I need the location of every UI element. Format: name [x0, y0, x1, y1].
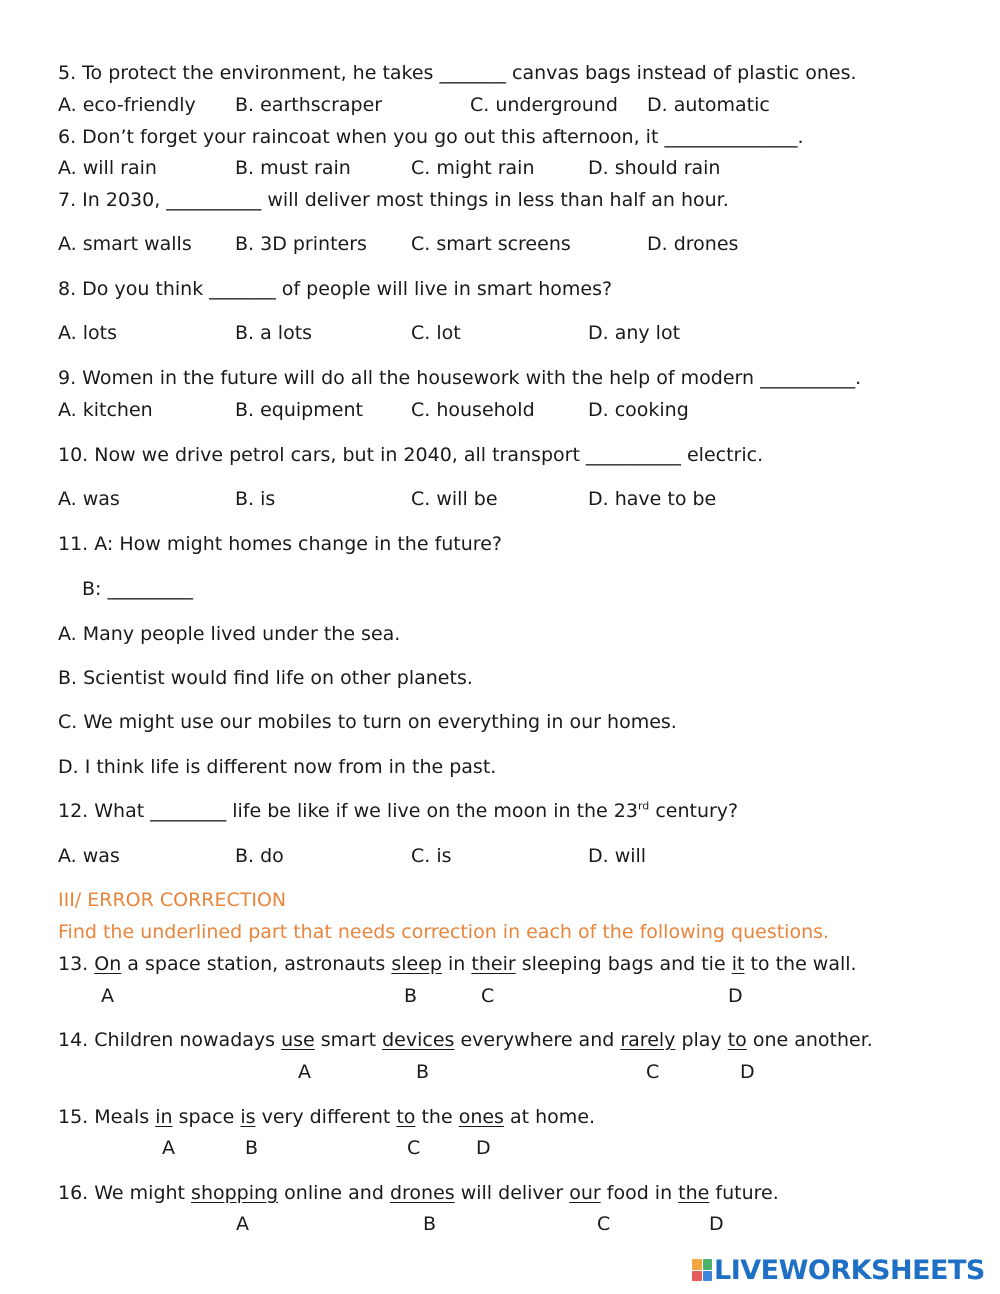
error-question-15	[58, 1105, 595, 1129]
q12-option-b[interactable]: B. do	[235, 845, 284, 867]
q13-part-b[interactable]: sleep	[391, 953, 442, 975]
q14-text: smart	[314, 1029, 383, 1051]
q16-text: 16. We might	[58, 1182, 192, 1204]
q6-option-a[interactable]: A. will rain	[58, 157, 157, 179]
q12-option-a[interactable]: A. was	[58, 845, 120, 867]
q15-text: very different	[255, 1106, 397, 1128]
q16-label-b: B	[423, 1213, 437, 1235]
q15-part-d[interactable]: ones	[458, 1106, 504, 1128]
q12-superscript: rd	[637, 799, 650, 813]
q15-part-a[interactable]: in	[155, 1106, 173, 1128]
q13-label-d: D	[728, 985, 743, 1007]
logo-text: LIVEWORKSHEETS	[714, 1254, 985, 1286]
question-6-stem: 6. Don’t forget your raincoat when you go out this afternoon, it ______________.	[58, 126, 804, 148]
q5-option-d[interactable]: D. automatic	[647, 94, 770, 116]
q10-option-b[interactable]: B. is	[235, 488, 276, 510]
q14-part-d[interactable]: to	[727, 1029, 747, 1051]
q16-label-d: D	[709, 1213, 724, 1235]
q9-option-c[interactable]: C. household	[411, 399, 535, 421]
error-question-16	[58, 1181, 779, 1205]
q14-label-d: D	[740, 1061, 755, 1083]
q14-part-a[interactable]: use	[281, 1029, 315, 1051]
q11-option-a[interactable]: A. Many people lived under the sea.	[58, 623, 401, 645]
q13-part-d[interactable]: it	[731, 953, 745, 975]
q15-text: the	[415, 1106, 459, 1128]
section-title: III/ ERROR CORRECTION	[58, 889, 287, 911]
q16-part-a[interactable]: shopping	[191, 1182, 279, 1204]
q11-option-d[interactable]: D. I think life is different now from in the past.	[58, 756, 497, 778]
q13-part-c[interactable]: their	[471, 953, 516, 975]
question-8-stem: 8. Do you think _______ of people will live in smart homes?	[58, 278, 613, 300]
q13-label-b: B	[404, 985, 418, 1007]
section-instruction: Find the underlined part that needs correction in each of the following questions.	[58, 921, 830, 943]
question-9-stem: 9. Women in the future will do all the housework with the help of modern __________.	[58, 367, 862, 389]
q13-text: sleeping bags and tie	[515, 953, 732, 975]
q11-option-b[interactable]: B. Scientist would find life on other planets.	[58, 667, 473, 689]
q8-option-b[interactable]: B. a lots	[235, 322, 313, 344]
q16-label-c: C	[597, 1213, 611, 1235]
q14-text: one another.	[746, 1029, 873, 1051]
q7-option-c[interactable]: C. smart screens	[411, 233, 571, 255]
q8-option-d[interactable]: D. any lot	[588, 322, 681, 344]
q14-text: everywhere and	[454, 1029, 621, 1051]
q16-text: will deliver	[454, 1182, 570, 1204]
q6-option-d[interactable]: D. should rain	[588, 157, 721, 179]
error-question-14	[58, 1028, 873, 1052]
q11-option-c[interactable]: C. We might use our mobiles to turn on everything in our homes.	[58, 711, 677, 733]
q9-option-b[interactable]: B. equipment	[235, 399, 363, 421]
q14-label-c: C	[646, 1061, 660, 1083]
q14-text: play	[675, 1029, 728, 1051]
q16-text: future.	[709, 1182, 779, 1204]
q9-option-d[interactable]: D. cooking	[588, 399, 689, 421]
q16-part-d[interactable]: the	[678, 1182, 710, 1204]
q13-text: in	[441, 953, 472, 975]
q12-stem-text: 12. What ________ life be like if we live on the moon in the 23	[58, 800, 638, 822]
q6-option-b[interactable]: B. must rain	[235, 157, 351, 179]
q9-option-a[interactable]: A. kitchen	[58, 399, 153, 421]
question-10-stem: 10. Now we drive petrol cars, but in 2040, all transport __________ electric.	[58, 444, 764, 466]
q15-label-d: D	[476, 1137, 491, 1159]
q15-part-c[interactable]: to	[396, 1106, 416, 1128]
q10-option-a[interactable]: A. was	[58, 488, 120, 510]
q8-option-c[interactable]: C. lot	[411, 322, 461, 344]
q5-option-c[interactable]: C. underground	[470, 94, 618, 116]
q16-part-c[interactable]: our	[569, 1182, 601, 1204]
q10-option-d[interactable]: D. have to be	[588, 488, 717, 510]
error-question-13	[58, 952, 857, 976]
question-11-stem: 11. A: How might homes change in the future?	[58, 533, 502, 555]
q12-stem-end: century?	[649, 800, 739, 822]
q15-label-a: A	[162, 1137, 175, 1159]
q10-option-c[interactable]: C. will be	[411, 488, 498, 510]
question-12-stem	[58, 799, 738, 823]
q13-text: to the wall.	[744, 953, 857, 975]
q15-text: 15. Meals	[58, 1106, 156, 1128]
q5-option-b[interactable]: B. earthscraper	[235, 94, 383, 116]
liveworksheets-logo[interactable]	[692, 1256, 985, 1284]
q8-option-a[interactable]: A. lots	[58, 322, 117, 344]
question-7-stem: 7. In 2030, __________ will deliver most things in less than half an hour.	[58, 189, 729, 211]
q6-option-c[interactable]: C. might rain	[411, 157, 535, 179]
question-11-b-line: B: _________	[82, 578, 193, 600]
q7-option-a[interactable]: A. smart walls	[58, 233, 192, 255]
q15-label-b: B	[245, 1137, 259, 1159]
q13-label-a: A	[101, 985, 114, 1007]
q16-part-b[interactable]: drones	[389, 1182, 455, 1204]
q16-label-a: A	[236, 1213, 249, 1235]
q14-label-a: A	[298, 1061, 311, 1083]
q7-option-b[interactable]: B. 3D printers	[235, 233, 367, 255]
q12-option-c[interactable]: C. is	[411, 845, 452, 867]
q13-part-a[interactable]: On	[94, 953, 122, 975]
q16-text: food in	[600, 1182, 679, 1204]
q14-label-b: B	[416, 1061, 430, 1083]
q15-label-c: C	[407, 1137, 421, 1159]
q15-part-b[interactable]: is	[240, 1106, 256, 1128]
q12-option-d[interactable]: D. will	[588, 845, 647, 867]
q16-text: online and	[278, 1182, 390, 1204]
q5-option-a[interactable]: A. eco-friendly	[58, 94, 196, 116]
q15-text: at home.	[503, 1106, 596, 1128]
q14-text: 14. Children nowadays	[58, 1029, 282, 1051]
q14-part-b[interactable]: devices	[382, 1029, 455, 1051]
question-5-stem: 5. To protect the environment, he takes _______ canvas bags instead of plastic ones.	[58, 62, 857, 84]
q15-text: space	[172, 1106, 241, 1128]
q13-label-c: C	[481, 985, 495, 1007]
q7-option-d[interactable]: D. drones	[647, 233, 739, 255]
q13-text: 13.	[58, 953, 95, 975]
logo-blocks-icon	[692, 1259, 712, 1281]
q13-text: a space station, astronauts	[121, 953, 392, 975]
q14-part-c[interactable]: rarely	[620, 1029, 676, 1051]
